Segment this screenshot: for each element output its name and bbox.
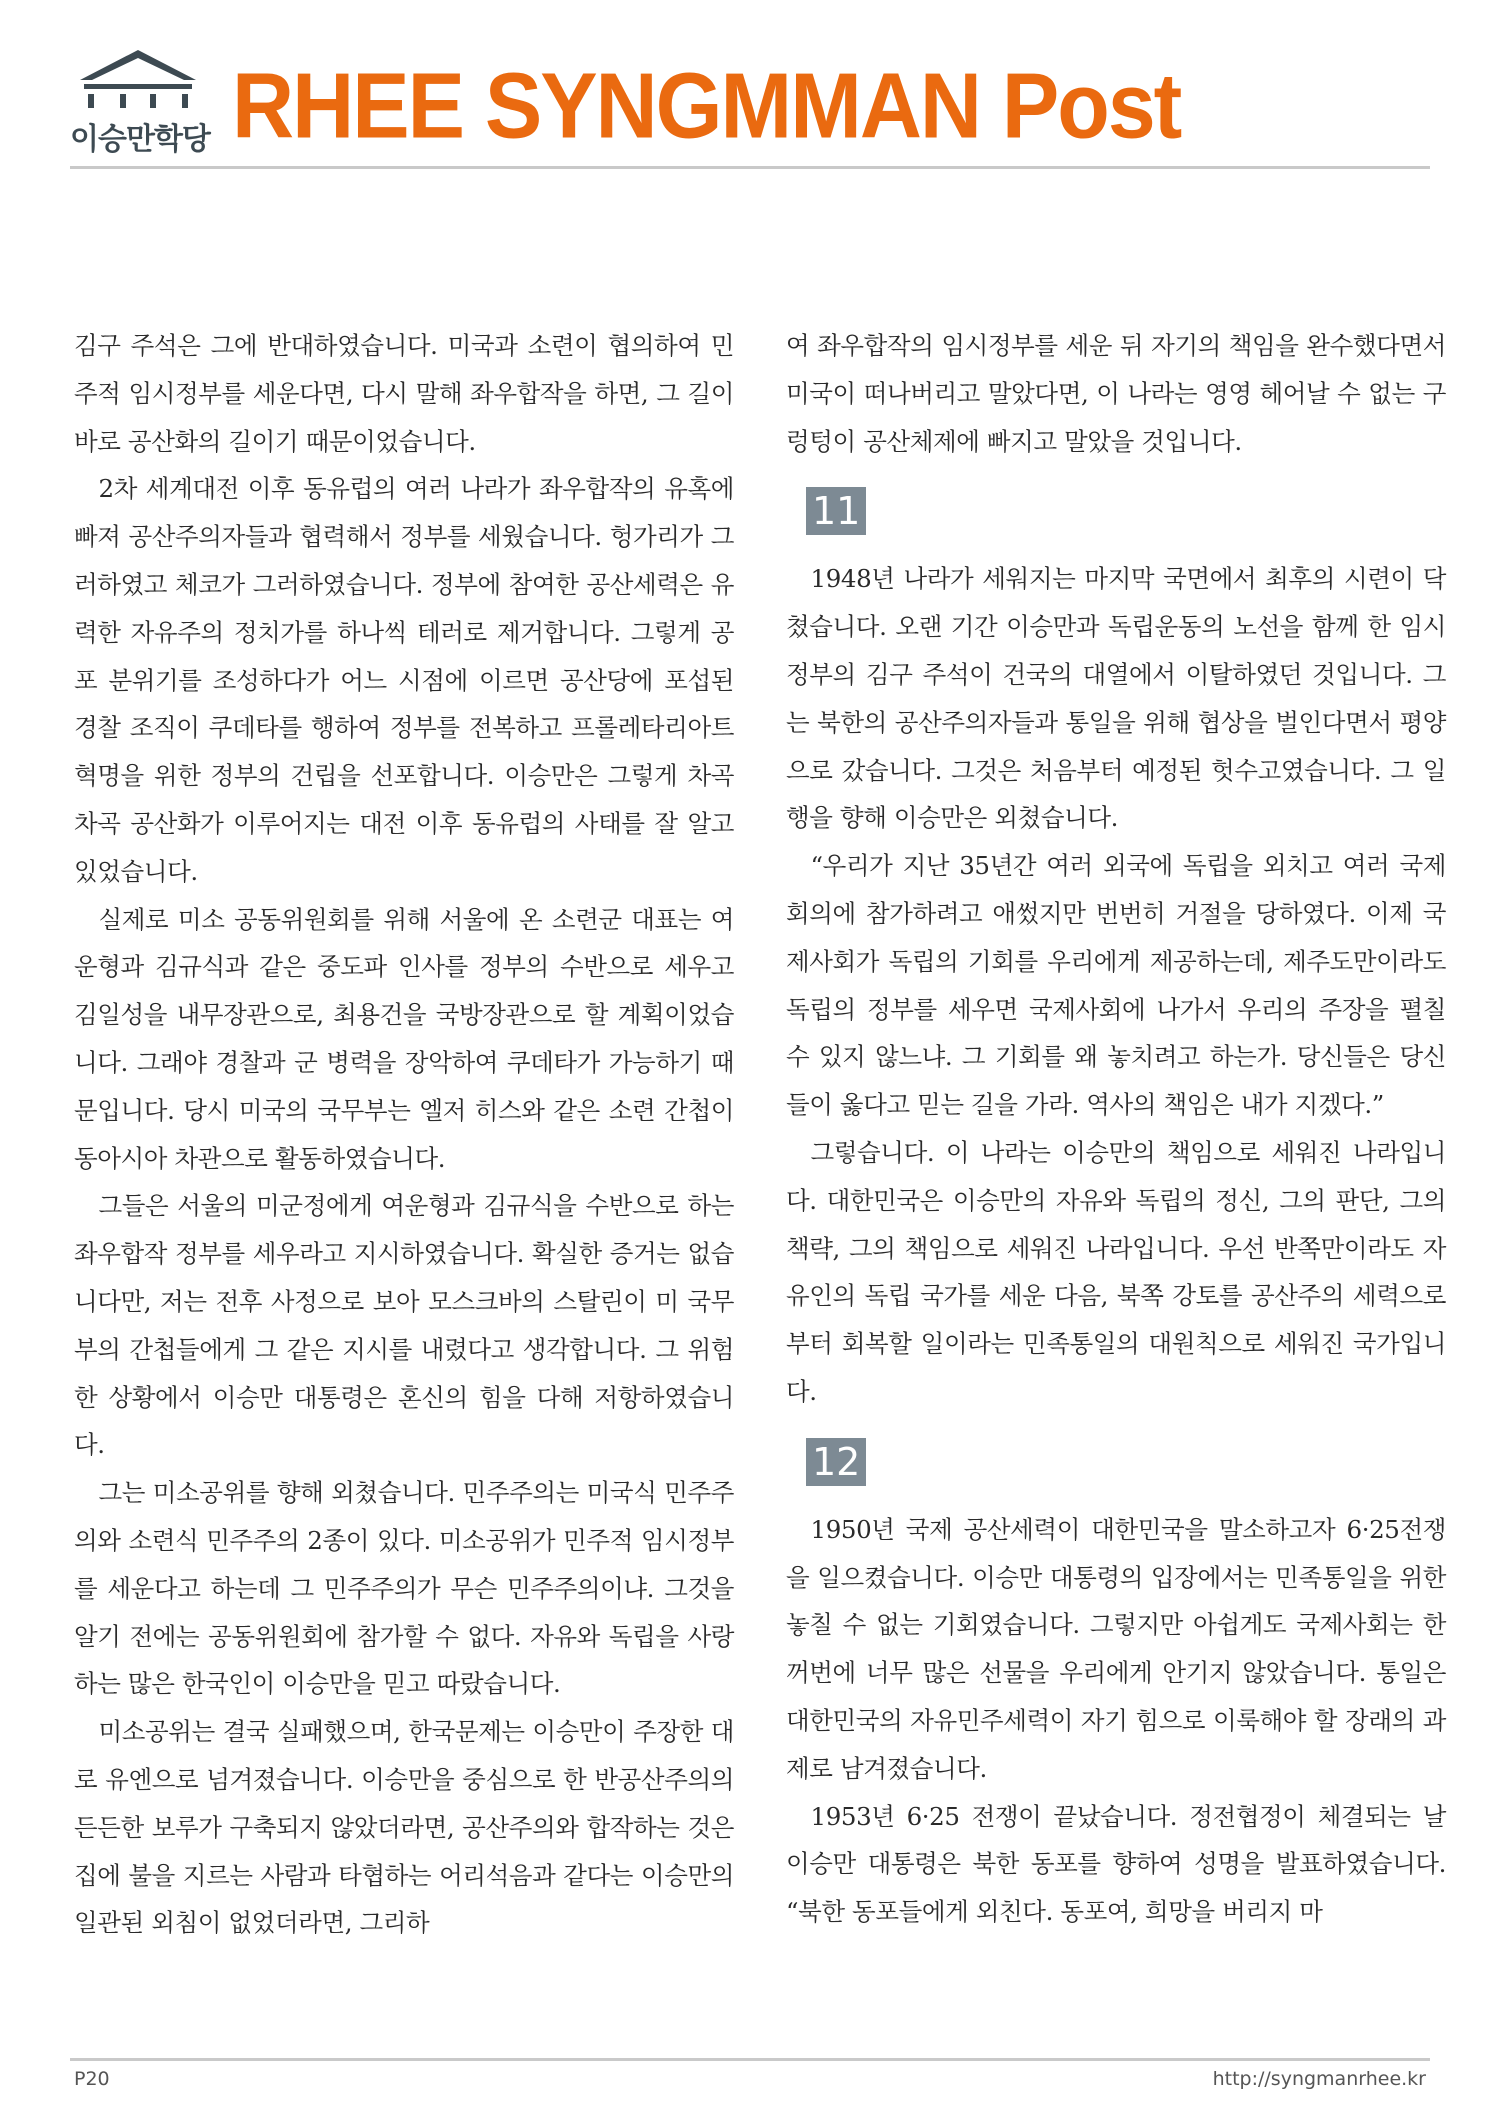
school-building-icon xyxy=(78,48,198,112)
quote-paragraph: “우리가 지난 35년간 여러 외국에 독립을 외치고 여러 국제회의에 참가하려고 애썼지만 번번히 거절을 당하였다. 이제 국제사회가 독립의 기회를 우리에게 제공하는데, 제주도만이라도 독립의 정부를 세우면 국제사회에 나가서 우리의 주장을 펼칠 수 있지 않느냐. 그 기회를 왜 놓치려고 하는가. 당신들은 당신들이 옳다고 믿는 길을 가라. 역사의 책임은 내가 지겠다.” xyxy=(786,851,1446,1120)
paragraph: 1953년 6·25 전쟁이 끝났습니다. 정전협정이 체결되는 날 이승만 대통령은 북한 동포를 향하여 성명을 발표하였습니다. “북한 동포들에게 외친다. 동포여, 희망을 버리지 마 xyxy=(786,1801,1446,1927)
paragraph: 김구 주석은 그에 반대하였습니다. 미국과 소련이 협의하여 민주적 임시정부를 세운다면, 다시 말해 좌우합작을 하면, 그 길이 바로 공산화의 길이기 때문이었습니다. xyxy=(74,331,734,456)
logo-text: 이승만학당 xyxy=(70,122,210,157)
publication-title: RHEE SYNGMMAN Post xyxy=(232,54,1181,158)
section-number-badge: 12 xyxy=(806,1438,866,1486)
paragraph: 여 좌우합작의 임시정부를 세운 뒤 자기의 책임을 완수했다면서 미국이 떠나버리고 말았다면, 이 나라는 영영 헤어날 수 없는 구렁텅이 공산체제에 빠지고 말았을 것입니다. xyxy=(786,331,1446,456)
footer-divider xyxy=(70,2058,1430,2061)
paragraph: 1948년 나라가 세워지는 마지막 국면에서 최후의 시련이 닥쳤습니다. 오랜 기간 이승만과 독립운동의 노선을 함께 한 임시정부의 김구 주석이 건국의 대열에서 이탈하였던 것입니다. 그는 북한의 공산주의자들과 통일을 위해 협상을 벌인다면서 평양으로 갔습니다. 그것은 처음부터 예정된 헛수고였습니다. 그 일행을 향해 이승만은 외쳤습니다. xyxy=(786,564,1446,833)
left-column xyxy=(74,322,734,1947)
website-url: http://syngmanrhee.kr xyxy=(1212,2068,1426,2090)
paragraph: 미소공위는 결국 실패했으며, 한국문제는 이승만이 주장한 대로 유엔으로 넘겨졌습니다. 이승만을 중심으로 한 반공산주의의 든든한 보루가 구축되지 않았더라면, 공산주의와 합작하는 것은 집에 불을 지르는 사람과 타협하는 어리석음과 같다는 이승만의 일관된 외침이 없었더라면, 그리하 xyxy=(74,1717,734,1938)
section-number-badge: 11 xyxy=(806,487,866,535)
right-column xyxy=(786,322,1446,1936)
paragraph: 그는 미소공위를 향해 외쳤습니다. 민주주의는 미국식 민주주의와 소련식 민주주의 2종이 있다. 미소공위가 민주적 임시정부를 세운다고 하는데 그 민주주의가 무슨 민주주의이냐. 그것을 알기 전에는 공동위원회에 참가할 수 없다. 자유와 독립을 사랑하는 많은 한국인이 이승만을 믿고 따랐습니다. xyxy=(74,1478,734,1699)
paragraph: 그렇습니다. 이 나라는 이승만의 책임으로 세워진 나라입니다. 대한민국은 이승만의 자유와 독립의 정신, 그의 판단, 그의 책략, 그의 책임으로 세워진 나라입니다. 우선 반쪽만이라도 자유인의 독립 국가를 세운 다음, 북쪽 강토를 공산주의 세력으로부터 회복할 일이라는 민족통일의 대원칙으로 세워진 국가입니다. xyxy=(786,1137,1446,1406)
paragraph: 그들은 서울의 미군정에게 여운형과 김규식을 수반으로 하는 좌우합작 정부를 세우라고 지시하였습니다. 확실한 증거는 없습니다만, 저는 전후 사정으로 보아 모스크바의 스탈린이 미 국무부의 간첩들에게 그 같은 지시를 내렸다고 생각합니다. 그 위험한 상황에서 이승만 대통령은 혼신의 힘을 다해 저항하였습니다. xyxy=(74,1191,734,1460)
paragraph: 1950년 국제 공산세력이 대한민국을 말소하고자 6·25전쟁을 일으켰습니다. 이승만 대통령의 입장에서는 민족통일을 위한 놓칠 수 없는 기회였습니다. 그렇지만 아쉽게도 국제사회는 한꺼번에 너무 많은 선물을 우리에게 안기지 않았습니다. 통일은 대한민국의 자유민주세력이 자기 힘으로 이룩해야 할 장래의 과제로 남겨졌습니다. xyxy=(786,1514,1446,1783)
page-number: P20 xyxy=(74,2068,110,2090)
masthead xyxy=(70,48,1430,160)
logo xyxy=(70,48,220,160)
header-divider xyxy=(70,166,1430,169)
paragraph: 실제로 미소 공동위원회를 위해 서울에 온 소련군 대표는 여운형과 김규식과 같은 중도파 인사를 정부의 수반으로 세우고 김일성을 내무장관으로, 최용건을 국방장관으로 할 계획이었습니다. 그래야 경찰과 군 병력을 장악하여 쿠데타가 가능하기 때문입니다. 당시 미국의 국무부는 엘저 히스와 같은 소련 간첩이 동아시아 차관으로 활동하였습니다. xyxy=(74,904,734,1173)
paragraph: 2차 세계대전 이후 동유럽의 여러 나라가 좌우합작의 유혹에 빠져 공산주의자들과 협력해서 정부를 세웠습니다. 헝가리가 그러하였고 체코가 그러하였습니다. 정부에 참여한 공산세력은 유력한 자유주의 정치가를 하나씩 테러로 제거합니다. 그렇게 공포 분위기를 조성하다가 어느 시점에 이르면 공산당에 포섭된 경찰 조직이 쿠데타를 행하여 정부를 전복하고 프롤레타리아트 혁명을 위한 정부의 건립을 선포합니다. 이승만은 그렇게 차곡차곡 공산화가 이루어지는 대전 이후 동유럽의 사태를 잘 알고 있었습니다. xyxy=(74,474,734,886)
